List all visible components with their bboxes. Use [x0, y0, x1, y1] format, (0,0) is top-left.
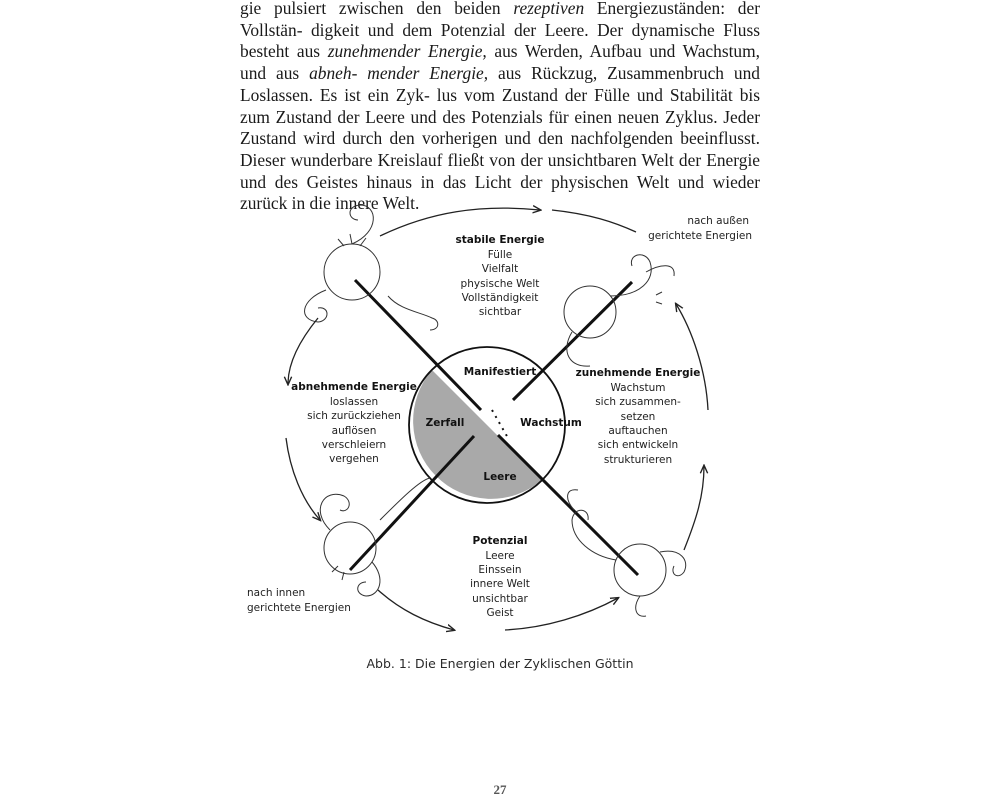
text-run: aus Rückzug, Zusammenbruch und Loslassen. Es ist ein Zyk-: [240, 63, 760, 105]
text-run: lus vom Zustand der Fülle und Stabilität bis zum Zustand der Leere und des Potenzials für einen neuen Zyklus. Jeder Zustand wird durch den vorherigen und den nachfolgenden beeinflusst. Dieser wunderbare Kreislauf fließt von der unsichtbaren Welt der Energie und des Geistes hinaus in das Licht der physischen Welt und wieder zurück in die innere Welt.: [240, 84, 760, 214]
text-italic: mender Energie,: [367, 63, 489, 84]
note-inward: [247, 587, 351, 614]
quadrant-item: sich zurückziehen: [307, 410, 401, 422]
text-run: aus Werden, Aufbau und Wachstum, und aus: [240, 41, 760, 84]
quadrant-top: [455, 234, 544, 318]
spiral-topleft: [305, 205, 438, 330]
text-italic: rezeptiven: [513, 0, 585, 18]
quadrant-item: Vollständigkeit: [461, 292, 539, 304]
arrow-right-lower: [684, 466, 704, 550]
arrow-bottom-left: [378, 590, 454, 630]
quadrant-left: [291, 381, 417, 465]
spiral-bottomleft: [320, 478, 430, 596]
note-line: nach außen: [687, 215, 749, 227]
arrow-right-upper: [676, 304, 708, 410]
spiral-topright: [564, 255, 674, 366]
quadrant-bottom: [470, 535, 530, 619]
quadrant-item: Vielfalt: [481, 263, 519, 275]
quadrant-item: Einssein: [478, 564, 522, 576]
text-run: digkeit und dem Potenzial der Leere. Der dynamische Fluss besteht aus: [240, 19, 760, 62]
label-zerfall: Zerfall: [425, 417, 465, 429]
quadrant-title: zunehmende Energie: [575, 367, 701, 379]
quadrant-item: physische Welt: [460, 278, 540, 290]
quadrant-title: stabile Energie: [455, 234, 545, 246]
quadrant-item: Wachstum: [610, 382, 666, 394]
quadrant-item: sich entwickeln: [597, 439, 679, 451]
arrow-topright-out: [552, 210, 636, 232]
note-line: gerichtete Energien: [648, 230, 752, 242]
note-outward: [648, 215, 752, 242]
quadrant-item: verschleiern: [321, 439, 387, 451]
label-leere: Leere: [483, 471, 517, 483]
text-italic: abneh-: [309, 63, 358, 84]
quadrant-item: Leere: [485, 550, 515, 562]
quadrant-item: Fülle: [487, 249, 513, 261]
quadrant-item: sich zusammen-: [595, 396, 681, 408]
quadrant-item: auflösen: [331, 425, 377, 437]
quadrant-right: [576, 367, 701, 466]
text-run: gie pulsiert zwischen den beiden: [240, 0, 514, 18]
text-run: Energiezuständen: der Vollstän-: [240, 0, 760, 40]
quadrant-item: vergehen: [329, 453, 379, 465]
text-italic: zunehmender Energie,: [327, 41, 487, 62]
label-manifestiert: Manifestiert: [463, 366, 537, 378]
arrow-left-lower: [286, 438, 320, 520]
quadrant-item: Geist: [486, 607, 514, 619]
spiral-bottomright: [568, 490, 686, 617]
note-line: gerichtete Energien: [247, 602, 351, 614]
quadrant-item: setzen: [620, 411, 656, 423]
arrow-top: [380, 208, 540, 236]
page-number: 27: [493, 782, 507, 797]
arrow-left-upper: [288, 318, 318, 384]
label-wachstum: Wachstum: [520, 417, 582, 429]
quadrant-item: unsichtbar: [472, 593, 528, 605]
quadrant-title: Potenzial: [472, 535, 528, 547]
quadrant-item: auftauchen: [608, 425, 668, 437]
figure-caption: Abb. 1: Die Energien der Zyklischen Göttin: [366, 656, 634, 671]
quadrant-item: loslassen: [329, 396, 379, 408]
note-line: nach innen: [247, 587, 306, 599]
quadrant-item: sichtbar: [478, 306, 522, 318]
quadrant-item: innere Welt: [470, 578, 530, 590]
cross-lines: [350, 280, 638, 575]
quadrant-title: abnehmende Energie: [291, 381, 417, 393]
quadrant-item: strukturieren: [603, 454, 673, 466]
